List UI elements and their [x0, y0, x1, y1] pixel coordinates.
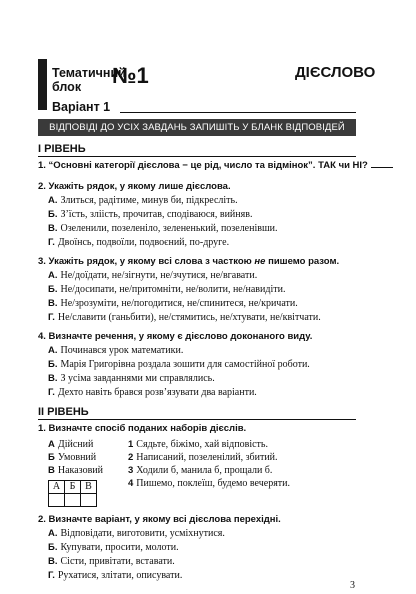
question-2-1: 1. Визначте спосіб поданих наборів дієслів. [38, 423, 247, 434]
subject-title: ДІЄСЛОВО [295, 64, 376, 81]
option: В. Не/зрозуміти, не/погодитися, не/спинитеся, не/кричати. [48, 298, 298, 309]
option: Г. Двоїнсь, подвоїли, подвоєний, по-друге. [48, 237, 230, 248]
question-1-3: 3. Укажіть рядок, у якому всі слова з часткою не пишемо разом. [38, 256, 340, 267]
match-right-item: 3 Ходили б, манила б, прощали б. [128, 465, 273, 476]
option: Б. Марія Григорівна роздала зошити для самостійної роботи. [48, 359, 310, 370]
match-left-item: В Наказовий [48, 465, 103, 476]
question-1-4: 4. Визначте речення, у якому є дієслово доконаного виду. [38, 331, 313, 342]
option: А. Злиться, радітиме, минув би, підкресліть. [48, 195, 238, 206]
option: Б. Не/досипати, не/притомніти, не/волити, не/навидіти. [48, 284, 286, 295]
option: В. Озеленили, позеленіло, зелененький, позеленівши. [48, 223, 278, 234]
block-label: Тематичний блок [52, 66, 126, 94]
answer-grid-header: В [81, 481, 97, 494]
answer-grid-cell[interactable] [81, 494, 97, 507]
option: В. Сісти, привітати, вставати. [48, 556, 175, 567]
option: Б. Купувати, просити, молоти. [48, 542, 179, 553]
option: Г. Дехто навіть брався розв’язувати два варіанти. [48, 387, 257, 398]
answer-grid [48, 480, 97, 507]
match-right-item: 2 Написаний, позеленілий, збитий. [128, 452, 278, 463]
question-2-2: 2. Визначте варіант, у якому всі дієслова перехідні. [38, 514, 281, 525]
match-left-item: А Дійсний [48, 439, 94, 450]
match-right-item: 1 Сядьте, біжімо, хай відповість. [128, 439, 268, 450]
block-number: №1 [112, 63, 149, 88]
question-1-2: 2. Укажіть рядок, у якому лише дієслова. [38, 181, 231, 192]
match-left-item: Б Умовний [48, 452, 97, 463]
level-1-title: І РІВЕНЬ [38, 143, 86, 155]
answer-grid-header: А [49, 481, 65, 494]
answer-grid-cell[interactable] [65, 494, 81, 507]
page-number: 3 [350, 580, 355, 591]
level-2-rule [38, 419, 356, 420]
variant-name-line [120, 112, 356, 113]
option: Б. З’їсть, зліість, прочитав, сподіваюся, вийняв. [48, 209, 253, 220]
option: А. Не/доїдати, не/зігнути, не/зчутися, не/вгавати. [48, 270, 258, 281]
header-marker-bar [38, 59, 47, 110]
option: А. Починався урок математики. [48, 345, 184, 356]
option: А. Відповідати, виготовити, усміхнутися. [48, 528, 225, 539]
level-1-rule [38, 156, 356, 157]
answer-blank [371, 167, 393, 168]
option: Г. Не/славити (ганьбити), не/стямитись, не/хтувати, не/квітчати. [48, 312, 321, 323]
match-right-item: 4 Пишемо, поклеїш, будемо вечеряти. [128, 478, 291, 489]
option: Г. Рухатися, злітати, описувати. [48, 570, 183, 581]
question-1-1: 1. “Основні категорії дієслова − це рід, число та відмінок”. ТАК чи НІ? [38, 160, 393, 171]
instructions-banner: ВІДПОВІДІ ДО УСІХ ЗАВДАНЬ ЗАПИШІТЬ У БЛАНК ВІДПОВІДЕЙ [38, 119, 356, 136]
answer-grid-cell[interactable] [49, 494, 65, 507]
answer-grid-header: Б [65, 481, 81, 494]
level-2-title: ІІ РІВЕНЬ [38, 406, 89, 418]
option: В. З усіма завданнями ми справлялись. [48, 373, 215, 384]
variant-label: Варіант 1 [52, 100, 111, 114]
